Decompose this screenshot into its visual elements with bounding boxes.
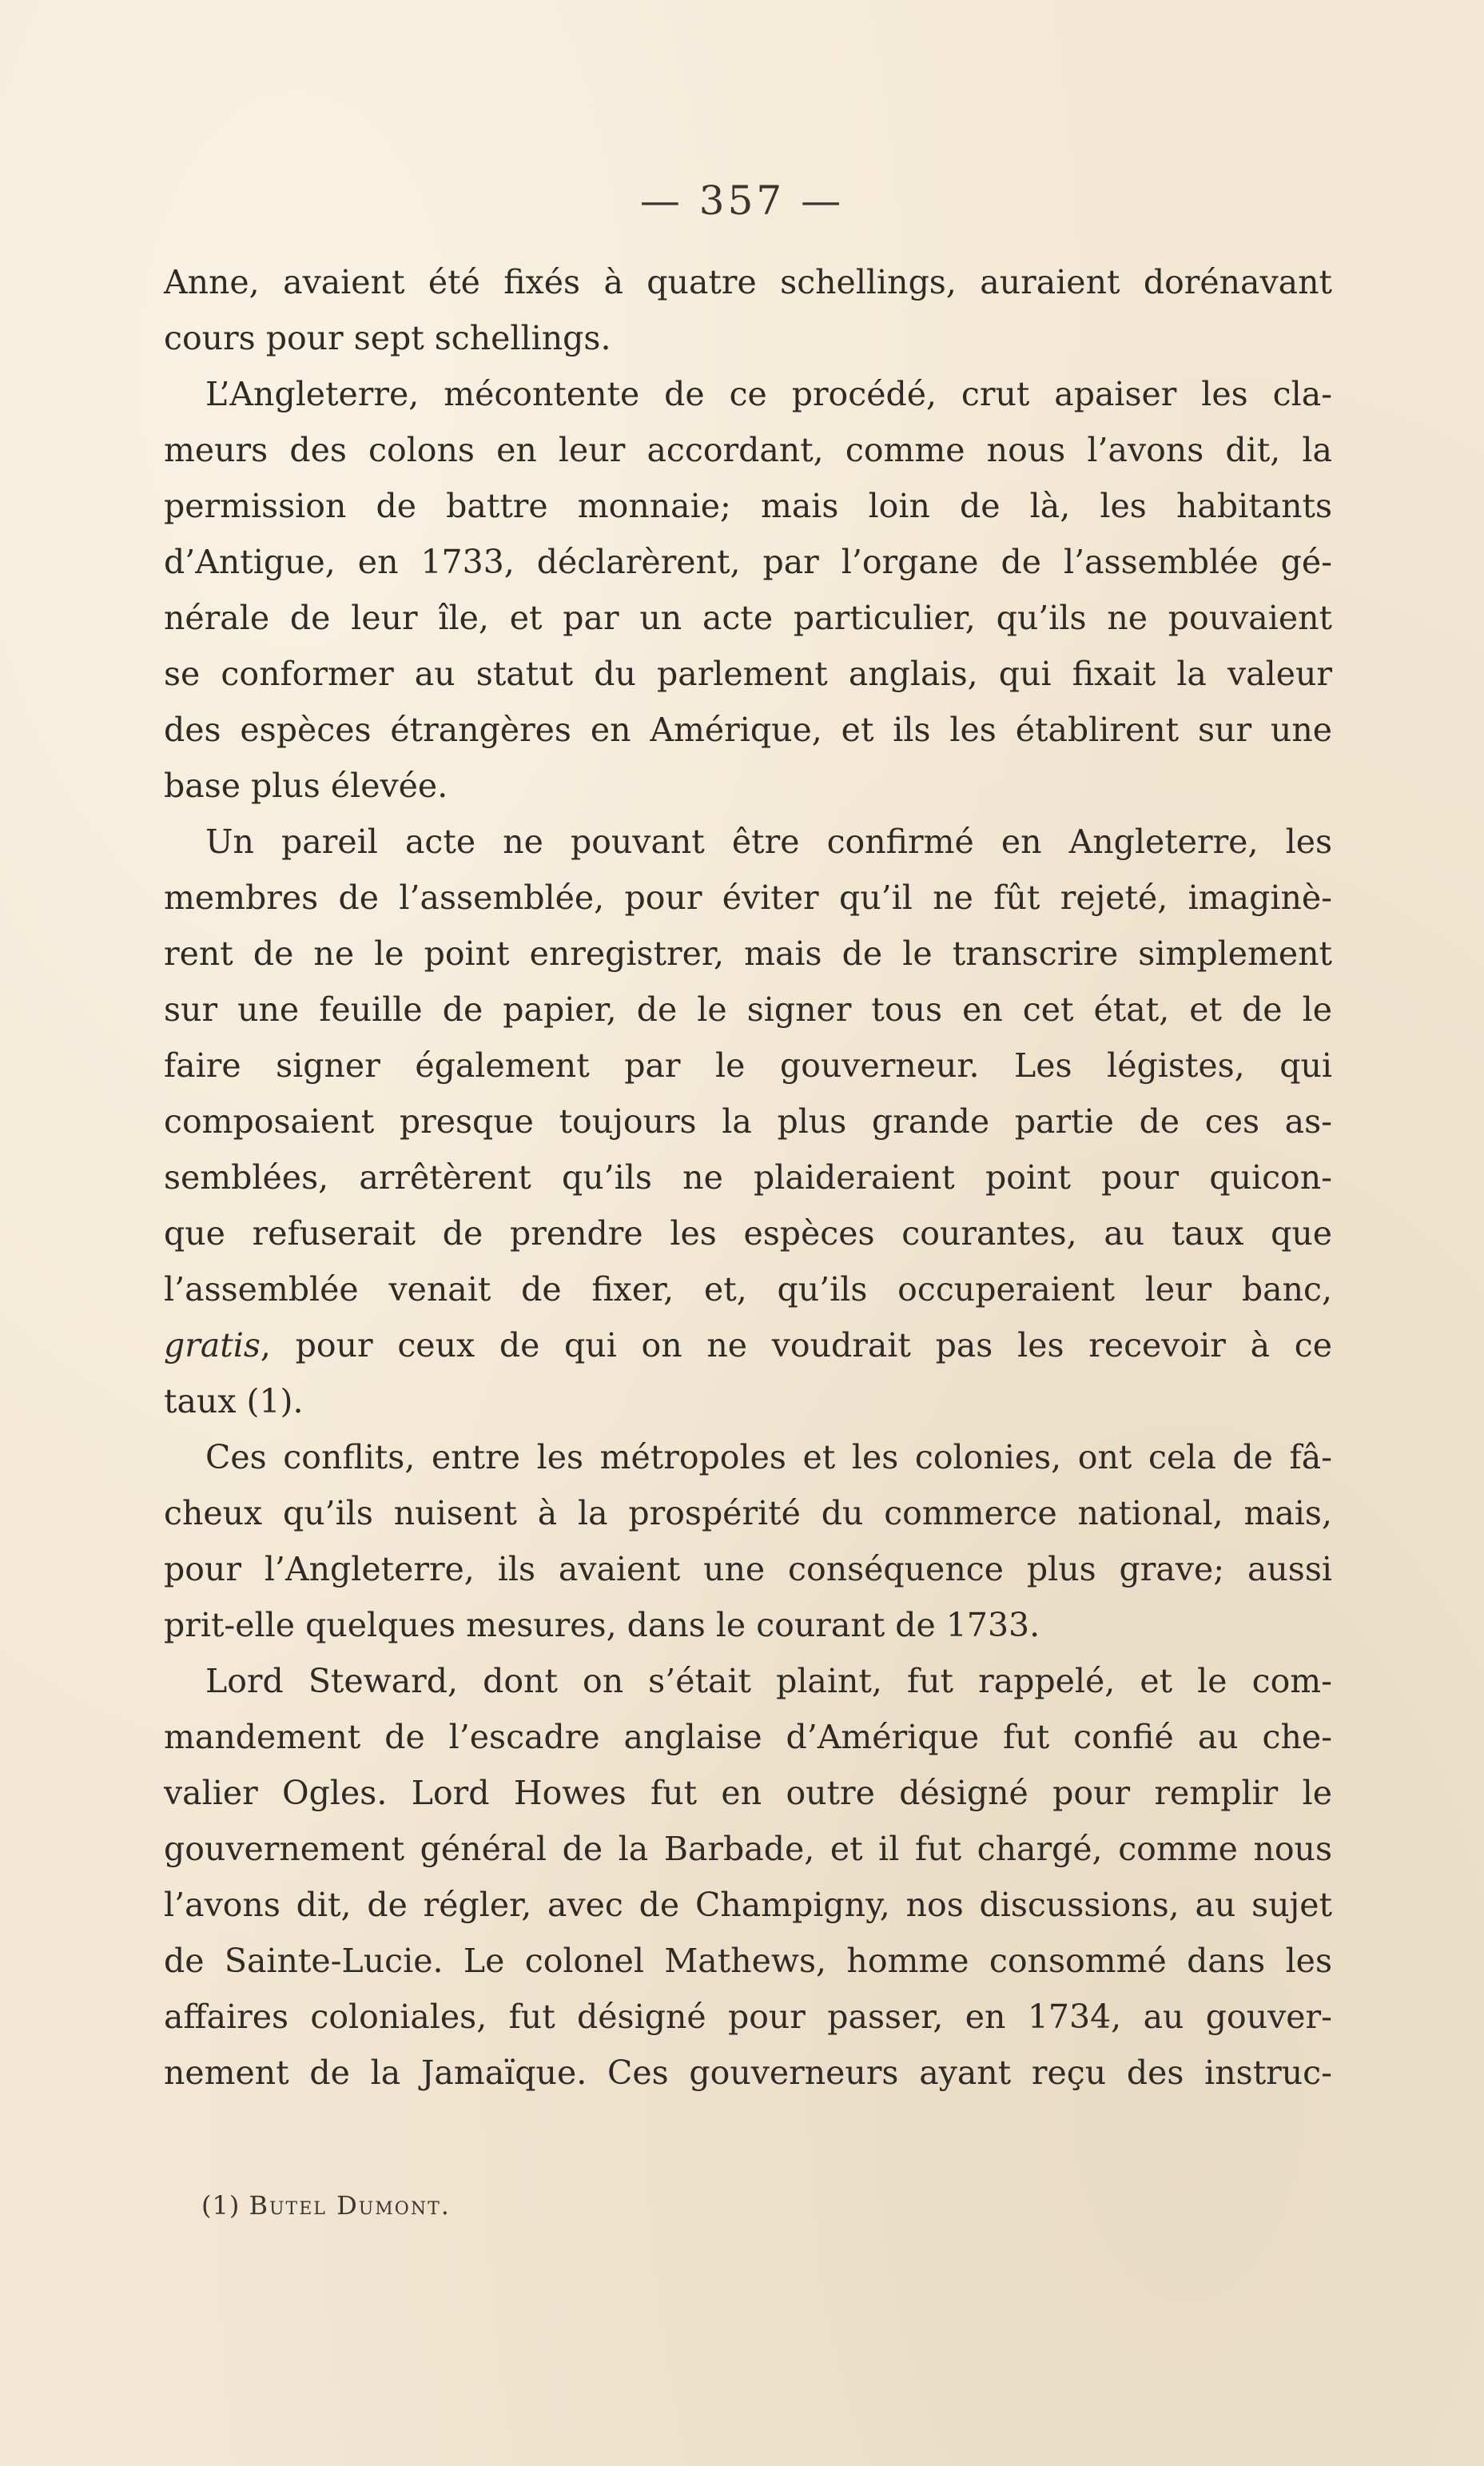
text-line: des espèces étrangères en Amérique, et ils les établirent sur une [164, 711, 1332, 749]
footnote-marker: (1) [201, 2190, 241, 2221]
text-line: L’Angleterre, mécontente de ce procédé, crut apaiser les cla- [205, 375, 1332, 413]
text-line: Anne, avaient été fixés à quatre schellings, auraient dorénavant [164, 263, 1332, 301]
text-line: cheux qu’ils nuisent à la prospérité du commerce national, mais, [164, 1494, 1332, 1532]
body-text [164, 254, 1332, 2101]
text-line: Un pareil acte ne pouvant être confirmé en Angleterre, les [205, 823, 1332, 861]
text-line: nérale de leur île, et par un acte particulier, qu’ils ne pouvaient [164, 599, 1332, 637]
text-line: l’avons dit, de régler, avec de Champigny, nos discussions, au sujet [164, 1886, 1332, 1924]
footnote [201, 2185, 451, 2225]
text-line: Lord Steward, dont on s’était plaint, fut rappelé, et le com- [205, 1662, 1332, 1700]
italic-word: gratis [164, 1326, 261, 1364]
text-line: gouvernement général de la Barbade, et il fut chargé, comme nous [164, 1830, 1332, 1868]
text-line: d’Antigue, en 1733, déclarèrent, par l’organe de l’assemblée gé- [164, 543, 1332, 581]
text-line [164, 1317, 1332, 1373]
page-number: — 357 — [639, 177, 845, 224]
text-line: sur une feuille de papier, de le signer tous en cet état, et de le [164, 990, 1332, 1029]
text-line-after: , pour ceux de qui on ne voudrait pas les recevoir à ce [260, 1326, 1332, 1364]
text-line: de Sainte-Lucie. Le colonel Mathews, homme consommé dans les [164, 1942, 1332, 1980]
text-line: pour l’Angleterre, ils avaient une conséquence plus grave; aussi [164, 1550, 1332, 1588]
text-line: permission de battre monnaie; mais loin de là, les habitants [164, 487, 1332, 525]
text-line: rent de ne le point enregistrer, mais de le transcrire simplement [164, 934, 1332, 973]
text-line: se conformer au statut du parlement anglais, qui fixait la valeur [164, 655, 1332, 693]
text-line: meurs des colons en leur accordant, comme nous l’avons dit, la [164, 431, 1332, 469]
text-line: nement de la Jamaïque. Ces gouverneurs ayant reçu des instruc- [164, 2054, 1332, 2092]
text-line: composaient presque toujours la plus grande partie de ces as- [164, 1102, 1332, 1141]
text-line: l’assemblée venait de fixer, et, qu’ils occuperaient leur banc, [164, 1270, 1332, 1309]
text-line: faire signer également par le gouverneur. Les légistes, qui [164, 1046, 1332, 1085]
text-line: valier Ogles. Lord Howes fut en outre désigné pour remplir le [164, 1774, 1332, 1812]
text-line: base plus élevée. [164, 767, 448, 805]
text-line: mandement de l’escadre anglaise d’Amérique fut confié au che- [164, 1718, 1332, 1756]
text-line: membres de l’assemblée, pour éviter qu’il ne fût rejeté, imaginè- [164, 878, 1332, 917]
text-line: taux (1). [164, 1382, 304, 1420]
text-line: semblées, arrêtèrent qu’ils ne plaideraient point pour quicon- [164, 1158, 1332, 1197]
text-line: affaires coloniales, fut désigné pour passer, en 1734, au gouver- [164, 1998, 1332, 2036]
text-line: cours pour sept schellings. [164, 319, 611, 357]
footnote-author: Butel Dumont. [249, 2190, 451, 2221]
text-line: que refuserait de prendre les espèces courantes, au taux que [164, 1214, 1332, 1253]
text-line: Ces conflits, entre les métropoles et les colonies, ont cela de fâ- [205, 1438, 1332, 1476]
text-line: prit-elle quelques mesures, dans le courant de 1733. [164, 1606, 1040, 1644]
